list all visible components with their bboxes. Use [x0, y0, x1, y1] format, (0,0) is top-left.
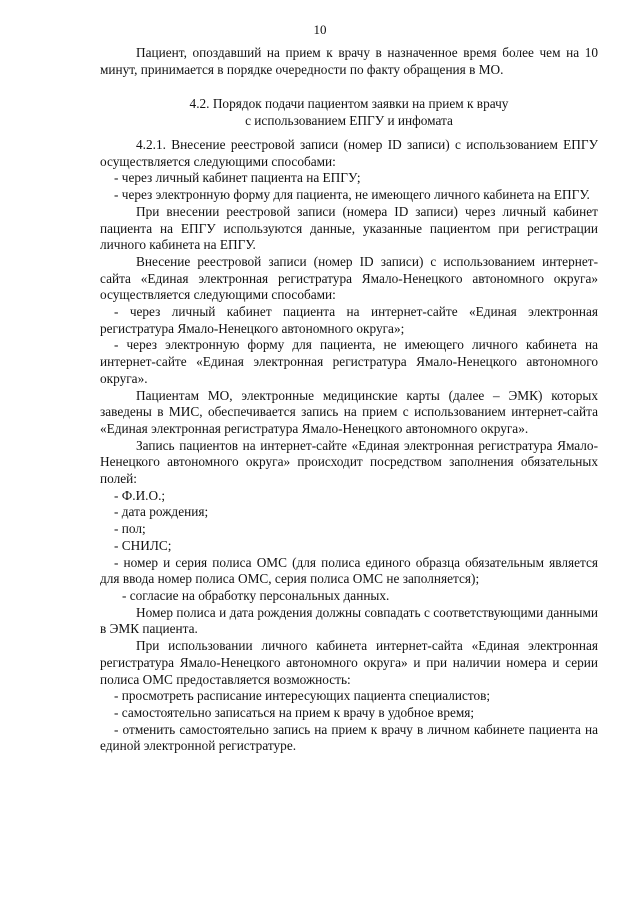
list-item: - пол; [114, 521, 146, 537]
intro-paragraph: Пациент, опоздавший на прием к врачу в назначенное время более чем на 10 минут, принимается в порядке очередности по факту обращения в МО. [100, 45, 598, 77]
paragraph: Внесение реестровой записи (номер ID записи) с использованием интернет-сайта «Единая электронная регистратура Ямало-Ненецкого автономного округа» осуществляется следующими способами: [100, 253, 598, 303]
list-item: - отменить самостоятельно запись на прием к врачу в личном кабинете пациента на единой электронной регистратуре. [100, 721, 598, 754]
paragraph: Пациентам МО, электронные медицинские карты (далее – ЭМК) которых заведены в МИС, обеспечивается запись на прием с использованием интернет-сайта «Единая электронная регистратура Ямало-Ненецкого автономного округа». [100, 387, 598, 436]
section-heading-line2: с использованием ЕПГУ и инфомата [245, 112, 453, 128]
section-heading [100, 96, 598, 129]
list-item: - номер и серия полиса ОМС (для полиса единого образца обязательным является для ввода номер полиса ОМС, серия полиса ОМС не заполняется); [100, 554, 598, 587]
paragraph: При использовании личного кабинета интернет-сайта «Единая электронная регистратура Ямало-Ненецкого автономного округа» и при наличии номера и серии полиса ОМС предоставляется возможность: [100, 638, 598, 687]
list-item: - СНИЛС; [114, 537, 172, 553]
paragraph: Запись пациентов на интернет-сайте «Единая электронная регистратура Ямало-Ненецкого автономного округа» происходит посредством заполнения обязательных полей: [100, 437, 598, 487]
list-item: - через электронную форму для пациента, не имеющего личного кабинета на интернет-сайте «Единая электронная регистратура Ямало-Ненецкого автономного округа». [100, 337, 598, 386]
section-heading-line1: 4.2. Порядок подачи пациентом заявки на прием к врачу [189, 96, 509, 111]
list-item: - Ф.И.О.; [114, 487, 166, 503]
list-item: - через личный кабинет пациента на ЕПГУ; [114, 170, 361, 186]
list-item: - дата рождения; [114, 504, 209, 520]
paragraph-4-2-1: 4.2.1. Внесение реестровой записи (номер ID записи) с использованием ЕПГУ осуществляется следующими способами: [100, 137, 598, 169]
paragraph: При внесении реестровой записи (номера ID записи) через личный кабинет пациента на ЕПГУ используются данные, указанные пациентом при регистрации личного кабинета на ЕПГУ. [100, 203, 598, 253]
list-item: - через личный кабинет пациента на интернет-сайте «Единая электронная регистратура Ямало-Ненецкого автономного округа»; [100, 304, 598, 336]
paragraph: Номер полиса и дата рождения должны совпадать с соответствующими данными в ЭМК пациента. [100, 604, 598, 637]
list-item: - просмотреть расписание интересующих пациента специалистов; [114, 688, 491, 704]
list-item: - самостоятельно записаться на прием к врачу в удобное время; [114, 704, 475, 720]
body-text [100, 137, 598, 755]
list-item: - согласие на обработку персональных данных. [122, 587, 390, 603]
intro-block [100, 45, 598, 78]
page-number: 10 [313, 22, 327, 37]
list-item: - через электронную форму для пациента, не имеющего личного кабинета на ЕПГУ. [114, 187, 590, 203]
